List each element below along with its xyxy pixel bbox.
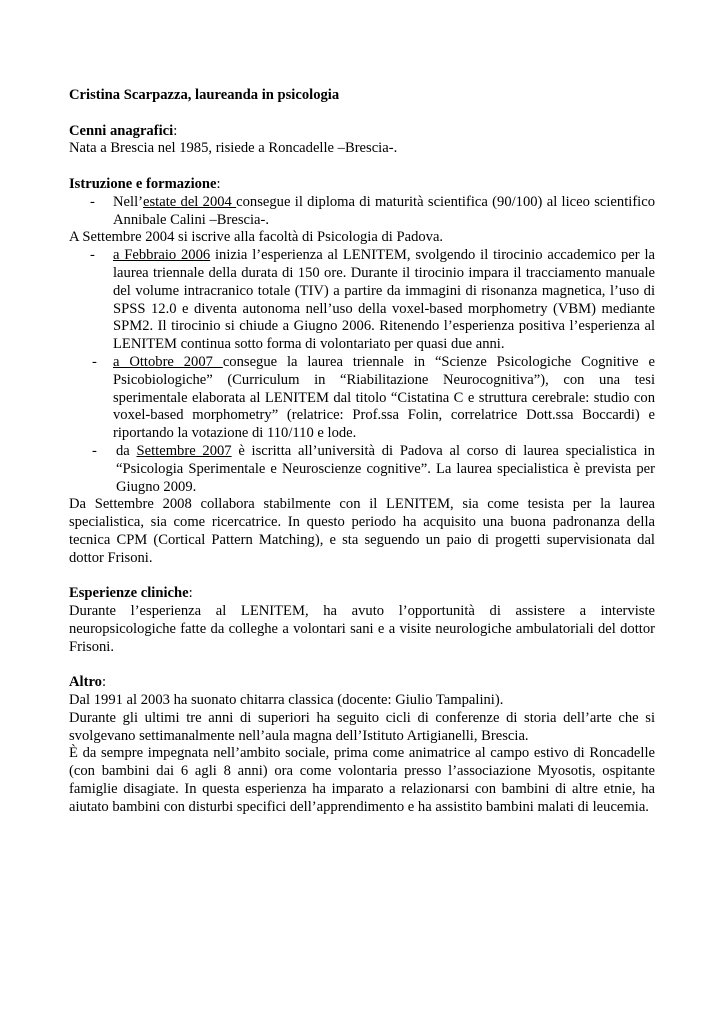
list-item-diploma xyxy=(69,194,655,230)
settembre-2004-line: A Settembre 2004 si iscrive alla facoltà di Psicologia di Padova. xyxy=(69,229,444,246)
section-istruzione-heading xyxy=(69,176,655,194)
section-anagrafici-heading xyxy=(69,123,655,141)
list-item-laurea-specialistica xyxy=(69,443,655,496)
bullet-dash: - xyxy=(90,247,95,264)
list-item-text: da xyxy=(116,442,137,459)
underlined-date: estate del 2004 xyxy=(143,193,237,210)
bullet-dash: - xyxy=(90,193,95,210)
section-heading-text: Esperienze cliniche xyxy=(69,585,189,602)
section-heading-text: Cenni anagrafici xyxy=(69,122,174,139)
document-body xyxy=(69,87,655,817)
underlined-date: a Ottobre 2007 xyxy=(113,353,223,370)
list-item-laurea-triennale xyxy=(69,354,655,443)
list-item-text: è iscritta all’università di Padova al corso di laurea specialistica in “Psicologia Sperimentale e Neuroscienze cognitive”. La laurea specialistica è prevista per Giugno 2009. xyxy=(116,442,655,495)
altro-paragraph-arte: Durante gli ultimi tre anni di superiori ha seguito cicli di conferenze di storia dell’arte che si svolgevano settimanalmente nell’aula magna dell’Istituto Artigianelli, Brescia. xyxy=(69,709,655,744)
list-item-text: consegue la laurea triennale in “Scienze Psicologiche Cognitive e Psicobiologiche” (Curriculum in “Riabilitazione Neurocognitiva”), con una tesi sperimentale elaborata al LENITEM dal titolo “Cistatina C e struttura cerebrale: studio con voxel-based morphometry” (relatrice: Prof.ssa Folin, correlatrice Dott.ssa Boccardi) e riportando la votazione di 110/110 e lode. xyxy=(113,353,655,442)
heading-colon: : xyxy=(216,175,221,192)
section-altro-heading xyxy=(69,674,655,692)
cliniche-text: Durante l’esperienza al LENITEM, ha avuto l’opportunità di assistere a interviste neuropsicologiche fatte da colleghe a volontari sani e a visite neurologiche ambulatoriali del dottor Frisoni. xyxy=(69,603,655,655)
heading-colon: : xyxy=(101,674,107,691)
underlined-date: a Febbraio 2006 xyxy=(113,247,211,264)
spacer xyxy=(69,158,655,176)
spacer xyxy=(69,568,655,586)
anagrafici-text: Nata a Brescia nel 1985, risiede a Roncadelle –Brescia-. xyxy=(69,140,398,157)
heading-colon: : xyxy=(188,585,193,602)
altro-paragraph-sociale: È da sempre impegnata nell’ambito sociale, prima come animatrice al campo estivo di Roncadelle (con bambini dai 6 agli 8 anni) ora come volontaria presso l’associazione Myosotis, ospitante famiglie disagiate. In questa esperienza ha imparato a relazionarsi con bambini di altre etnie, ha aiutato bambini con disturbi specifici dell’apprendimento e ha assistito bambini malati di leucemia. xyxy=(69,745,655,815)
document-title: Cristina Scarpazza, laureanda in psicologia xyxy=(69,87,340,103)
underlined-date: Settembre 2007 xyxy=(136,442,232,459)
list-item-text: inizia l’esperienza al LENITEM, svolgendo il tirocinio accademico per la laurea triennale della durata di 150 ore. Durante il tirocinio impara il tracciamento manuale del volume intracranico totale (TIV) a partire da immagini di risonanza magnetica, l’uso di SPSS 12.0 e diventa autonoma nell’uso della voxel-based morphometry (VBM) mediante SPM2. Il tirocinio si chiude a Giugno 2006. Ritenendo l’esperienza positiva l’esperienza al LENITEM continua sotto forma di volontariato per quasi due anni. xyxy=(113,247,655,353)
paragraph-settembre-2008: Da Settembre 2008 collabora stabilmente con il LENITEM, sia come tesista per la laurea specialistica, sia come ricercatrice. In questo periodo ha acquisito una buona padronanza della tecnica CPM (Cortical Pattern Matching), e sta seguendo un paio di progetti supervisionata dal dottor Frisoni. xyxy=(69,496,655,566)
bullet-dash: - xyxy=(92,442,97,459)
list-item-lenitem-tirocinio xyxy=(69,247,655,354)
altro-line-chitarra: Dal 1991 al 2003 ha suonato chitarra classica (docente: Giulio Tampalini). xyxy=(69,692,504,709)
spacer xyxy=(69,105,655,123)
heading-colon: : xyxy=(173,122,178,139)
section-heading-text: Altro xyxy=(69,674,102,691)
list-item-text: Nell’ xyxy=(113,193,143,210)
spacer xyxy=(69,657,655,675)
bullet-dash: - xyxy=(92,353,97,370)
section-heading-text: Istruzione e formazione xyxy=(69,175,217,192)
list-item-text: consegue il diploma di maturità scientifica (90/100) al liceo scientifico Annibale Calini –Brescia-. xyxy=(113,193,656,228)
section-cliniche-heading xyxy=(69,585,655,603)
